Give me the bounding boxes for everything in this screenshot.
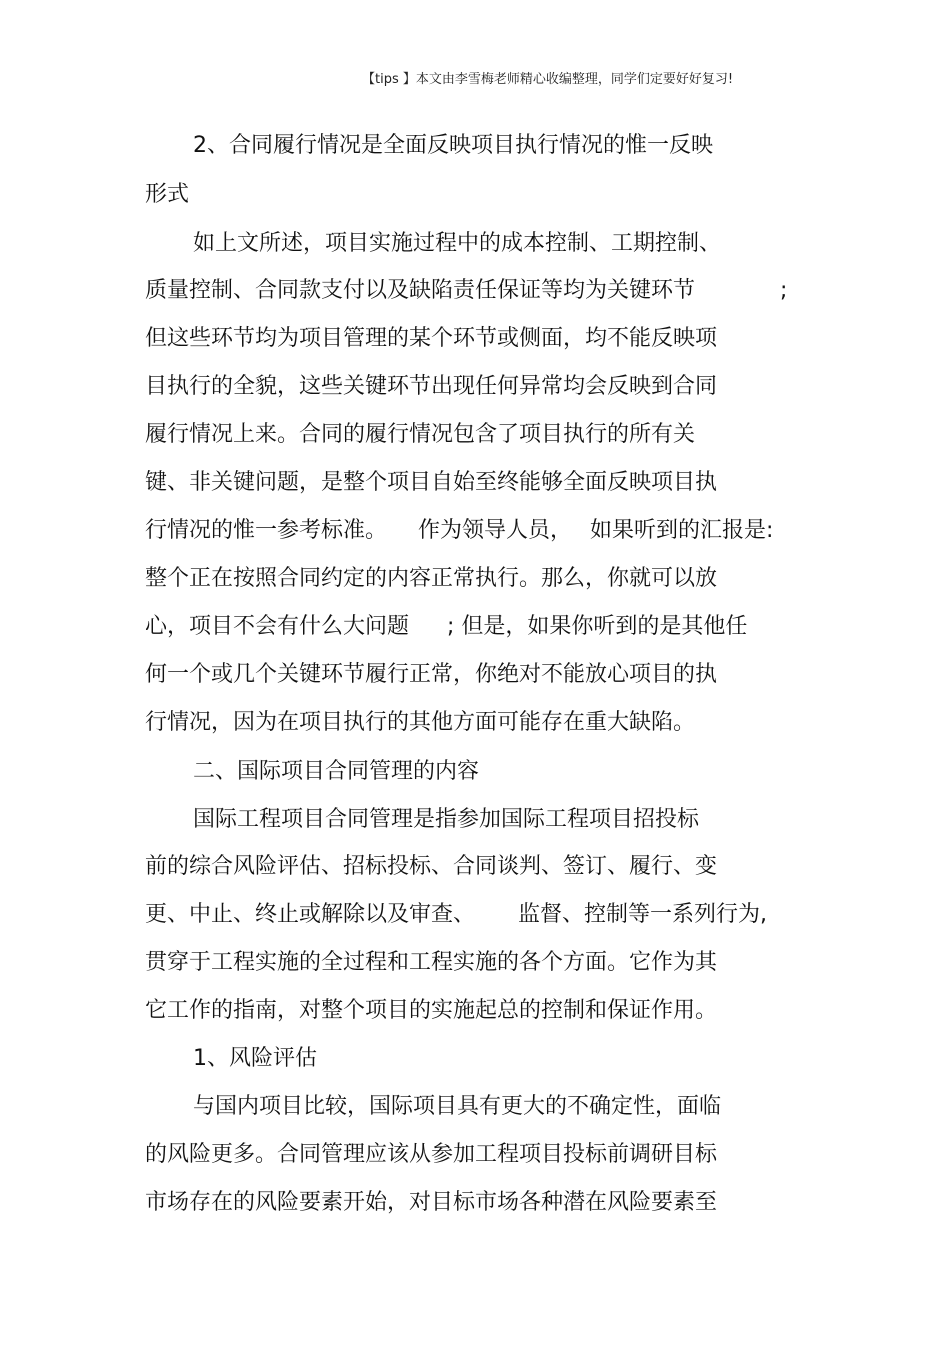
paragraph-line: 2、合同履行情况是全面反映项目执行情况的惟一反映 bbox=[193, 133, 713, 158]
section-heading: 二、国际项目合同管理的内容 bbox=[193, 759, 480, 784]
paragraph-line: 前的综合风险评估、招标投标、合同谈判、签订、履行、变 bbox=[145, 854, 718, 879]
subsection-heading: 1、风险评估 bbox=[193, 1046, 317, 1071]
paragraph-line: 履行情况上来。合同的履行情况包含了项目执行的所有关 bbox=[145, 422, 696, 447]
paragraph-line: 它工作的指南，对整个项目的实施起总的控制和保证作用。 bbox=[145, 998, 718, 1023]
paragraph-line: ; bbox=[780, 278, 788, 303]
paragraph-line: 市场存在的风险要素开始，对目标市场各种潜在风险要素至 bbox=[145, 1190, 718, 1215]
paragraph-line: 与国内项目比较，国际项目具有更大的不确定性，面临 bbox=[193, 1094, 722, 1119]
paragraph-line: 行情况，因为在项目执行的其他方面可能存在重大缺陷。 bbox=[145, 710, 696, 735]
header-tips-note: 【tips 】本文由李雪梅老师精心收编整理，同学们定要好好复习! bbox=[362, 72, 734, 87]
paragraph-line: 国际工程项目合同管理是指参加国际工程项目招投标 bbox=[193, 807, 700, 832]
paragraph-line: 行情况的惟一参考标准。 bbox=[145, 518, 388, 543]
paragraph-line: 如上文所述，项目实施过程中的成本控制、工期控制、 bbox=[193, 231, 722, 256]
paragraph-line: 心，项目不会有什么大问题 bbox=[145, 614, 410, 639]
paragraph-line: 何一个或几个关键环节履行正常，你绝对不能放心项目的执 bbox=[145, 662, 718, 687]
paragraph-line: 但这些环节均为项目管理的某个环节或侧面，均不能反映项 bbox=[145, 326, 718, 351]
paragraph-line: 贯穿于工程实施的全过程和工程实施的各个方面。它作为其 bbox=[145, 950, 718, 975]
paragraph-line: 作为领导人员， bbox=[418, 518, 573, 543]
paragraph-line: 的风险更多。合同管理应该从参加工程项目投标前调研目标 bbox=[145, 1142, 718, 1167]
paragraph-line: 如果听到的汇报是: bbox=[590, 518, 774, 543]
paragraph-line: 更、中止、终止或解除以及审查、 bbox=[145, 902, 476, 927]
paragraph-line: 键、非关键问题，是整个项目自始至终能够全面反映项目执 bbox=[145, 470, 718, 495]
paragraph-line: ; 但是，如果你听到的是其他任 bbox=[447, 614, 748, 639]
paragraph-line: 监督、控制等一系列行为, bbox=[518, 902, 767, 927]
paragraph-line: 形式 bbox=[145, 182, 190, 207]
paragraph-line: 目执行的全貌，这些关键环节出现任何异常均会反映到合同 bbox=[145, 374, 718, 399]
paragraph-line: 整个正在按照合同约定的内容正常执行。那么，你就可以放 bbox=[145, 566, 718, 591]
paragraph-line: 质量控制、合同款支付以及缺陷责任保证等均为关键环节 bbox=[145, 278, 696, 303]
